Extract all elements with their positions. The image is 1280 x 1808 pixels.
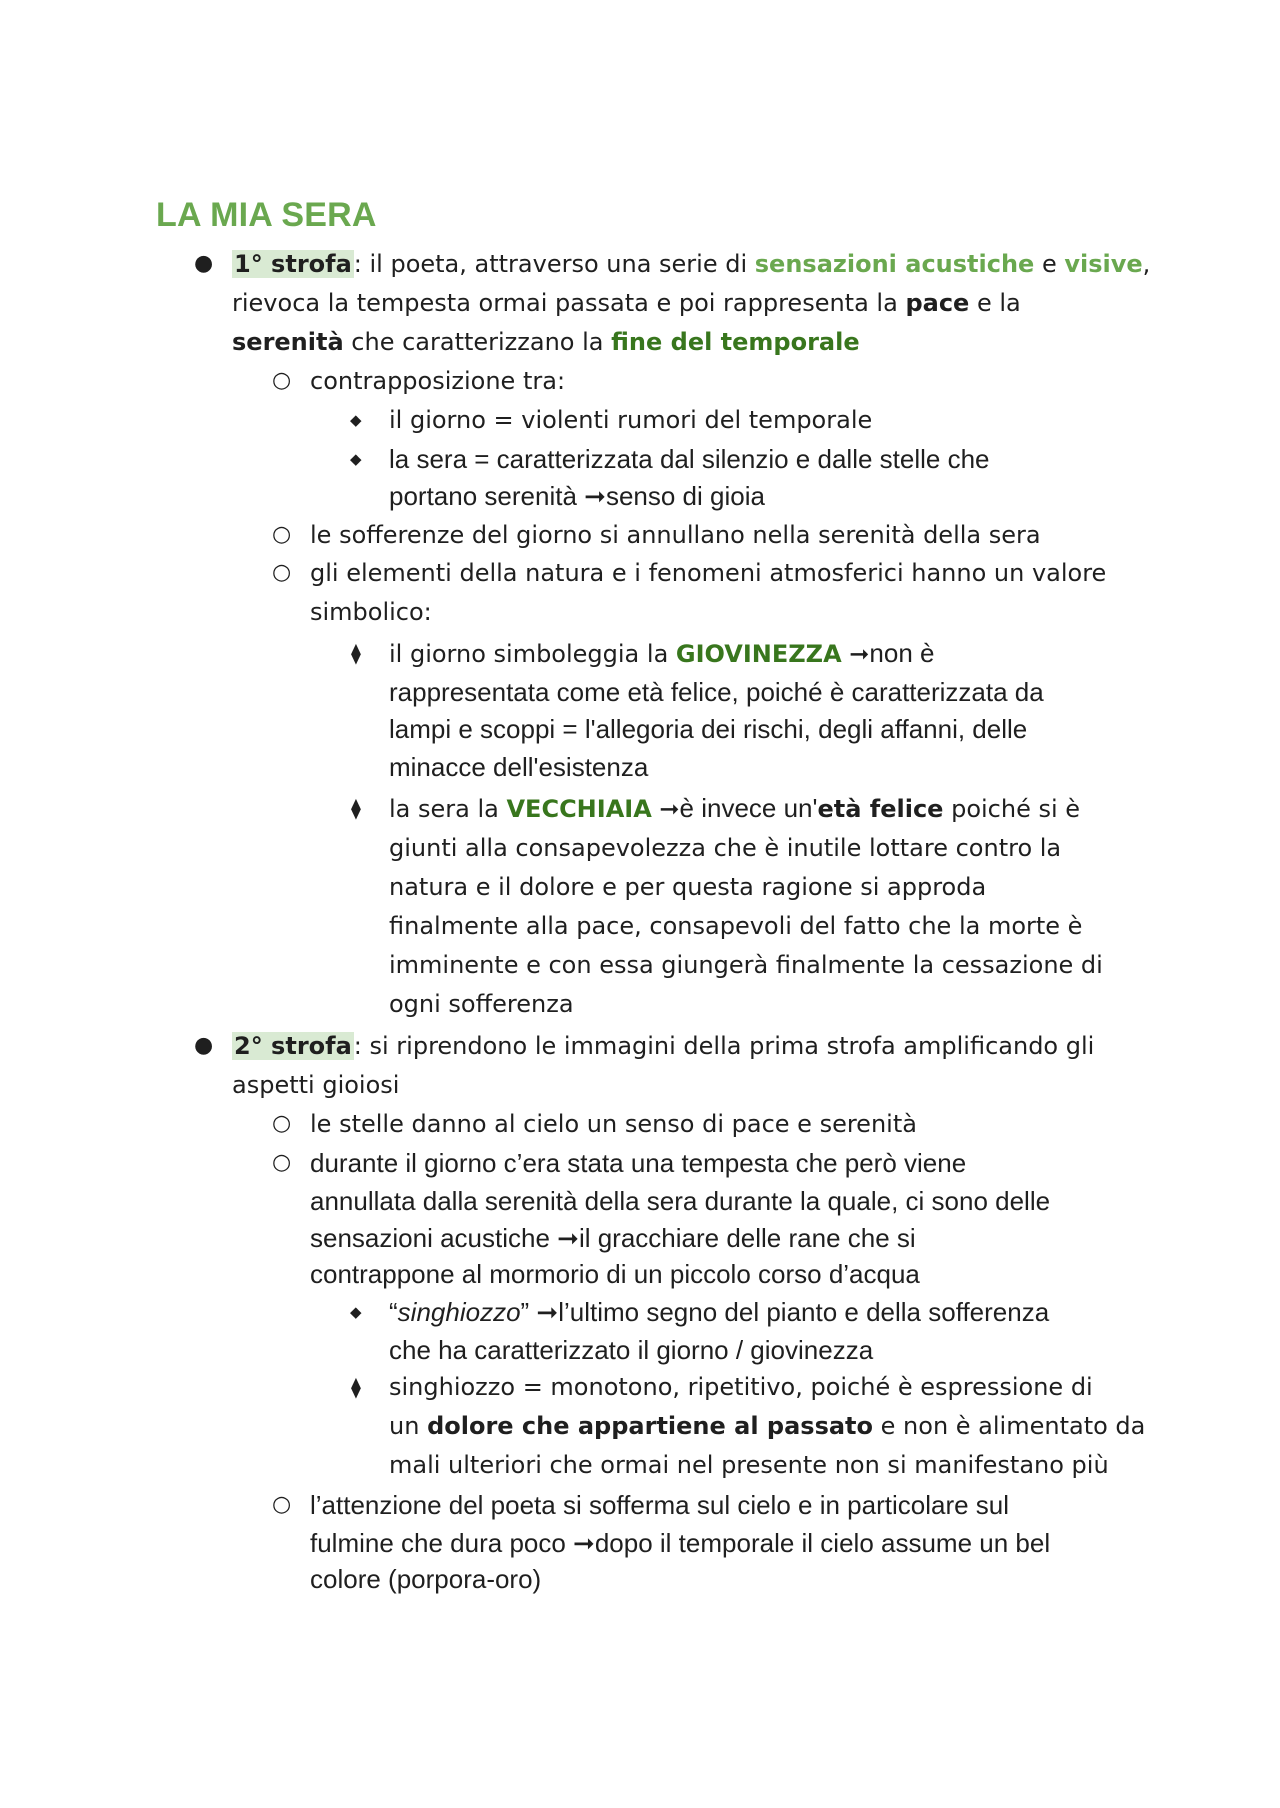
strofa2-line1: 2° strofa: si riprendono le immagini della prima strofa amplificando gli bbox=[234, 1032, 1095, 1060]
list-item-cont: mali ulteriori che ormai nel presente non si manifestano più bbox=[389, 1451, 1109, 1479]
list-item-cont: sensazioni acustiche ➞il gracchiare delle rane che si bbox=[310, 1223, 916, 1253]
bullet-level1: ● bbox=[194, 1033, 214, 1058]
strofa2-label: 2° strofa bbox=[234, 1032, 352, 1060]
list-item-cont: fulmine che dura poco ➞dopo il temporale il cielo assume un bel bbox=[310, 1528, 1051, 1558]
arrow-icon: ➞ bbox=[557, 1223, 579, 1253]
strofa1-label: 1° strofa bbox=[234, 250, 352, 278]
list-item-cont: rappresentata come età felice, poiché è caratterizzata da bbox=[389, 677, 1044, 707]
list-item-cont: colore (porpora-oro) bbox=[310, 1564, 542, 1594]
list-item: gli elementi della natura e i fenomeni atmosferici hanno un valore bbox=[310, 559, 1107, 587]
list-item: il giorno simboleggia la GIOVINEZZA ➞non è bbox=[389, 638, 935, 668]
bullet-level3: ◆ bbox=[350, 411, 362, 429]
list-item-cont: imminente e con essa giungerà finalmente la cessazione di bbox=[389, 951, 1103, 979]
list-item-cont: un dolore che appartiene al passato e non è alimentato da bbox=[389, 1412, 1146, 1440]
list-item-cont: finalmente alla pace, consapevoli del fatto che la morte è bbox=[389, 912, 1083, 940]
list-item-cont: minacce dell'esistenza bbox=[389, 752, 649, 782]
list-item: “singhiozzo” ➞l’ultimo segno del pianto e della sofferenza bbox=[389, 1297, 1050, 1327]
list-item: la sera = caratterizzata dal silenzio e dalle stelle che bbox=[389, 444, 990, 474]
strofa1-line3: serenità che caratterizzano la fine del temporale bbox=[232, 328, 860, 356]
page-title: LA MIA SERA bbox=[156, 196, 377, 234]
arrow-icon: ➞ bbox=[536, 1297, 559, 1327]
bullet-level1: ● bbox=[194, 251, 214, 276]
list-item-cont: simbolico: bbox=[310, 598, 432, 626]
list-item: l’attenzione del poeta si sofferma sul cielo e in particolare sul bbox=[310, 1490, 1010, 1520]
bullet-level3-alt: ⧫ bbox=[351, 1375, 361, 1399]
list-item-cont: contrappone al mormorio di un piccolo corso d’acqua bbox=[310, 1259, 920, 1289]
list-item-cont: che ha caratterizzato il giorno / giovinezza bbox=[389, 1335, 874, 1365]
list-item: le stelle danno al cielo un senso di pace e serenità bbox=[310, 1110, 917, 1138]
bullet-level2: ○ bbox=[272, 1492, 292, 1517]
list-item: singhiozzo = monotono, ripetitivo, poiché è espressione di bbox=[389, 1373, 1093, 1401]
list-item: il giorno = violenti rumori del temporale bbox=[389, 406, 873, 434]
list-item: durante il giorno c’era stata una tempesta che però viene bbox=[310, 1148, 967, 1178]
arrow-icon: ➞ bbox=[584, 481, 606, 511]
strofa1-line1: 1° strofa: il poeta, attraverso una serie di sensazioni acustiche e visive, bbox=[234, 250, 1151, 278]
bullet-level3-alt: ⧫ bbox=[351, 796, 361, 820]
list-item: contrapposizione tra: bbox=[310, 367, 566, 395]
arrow-icon: ➞ bbox=[573, 1528, 595, 1558]
bullet-level3-alt: ⧫ bbox=[351, 641, 361, 665]
list-item-cont: portano serenità ➞senso di gioia bbox=[389, 481, 765, 511]
bullet-level3: ◆ bbox=[350, 450, 362, 468]
bullet-level3: ◆ bbox=[350, 1303, 362, 1321]
arrow-icon: ➞ bbox=[659, 795, 680, 823]
list-item: la sera la VECCHIAIA ➞è invece un'età felice poiché si è bbox=[389, 793, 1081, 823]
bullet-level2: ○ bbox=[272, 368, 292, 393]
list-item-cont: ogni sofferenza bbox=[389, 990, 574, 1018]
bullet-level2: ○ bbox=[272, 522, 292, 547]
list-item-cont: lampi e scoppi = l'allegoria dei rischi, degli affanni, delle bbox=[389, 714, 1028, 744]
strofa2-line2: aspetti gioiosi bbox=[232, 1071, 400, 1099]
list-item-cont: annullata dalla serenità della sera durante la quale, ci sono delle bbox=[310, 1186, 1051, 1216]
bullet-level2: ○ bbox=[272, 1111, 292, 1136]
list-item-cont: natura e il dolore e per questa ragione si approda bbox=[389, 873, 987, 901]
strofa1-line2: rievoca la tempesta ormai passata e poi rappresenta la pace e la bbox=[232, 289, 1021, 317]
bullet-level2: ○ bbox=[272, 1150, 292, 1175]
bullet-level2: ○ bbox=[272, 560, 292, 585]
list-item: le sofferenze del giorno si annullano nella serenità della sera bbox=[310, 521, 1041, 549]
list-item-cont: giunti alla consapevolezza che è inutile lottare contro la bbox=[389, 834, 1062, 862]
arrow-icon: ➞ bbox=[849, 640, 870, 668]
